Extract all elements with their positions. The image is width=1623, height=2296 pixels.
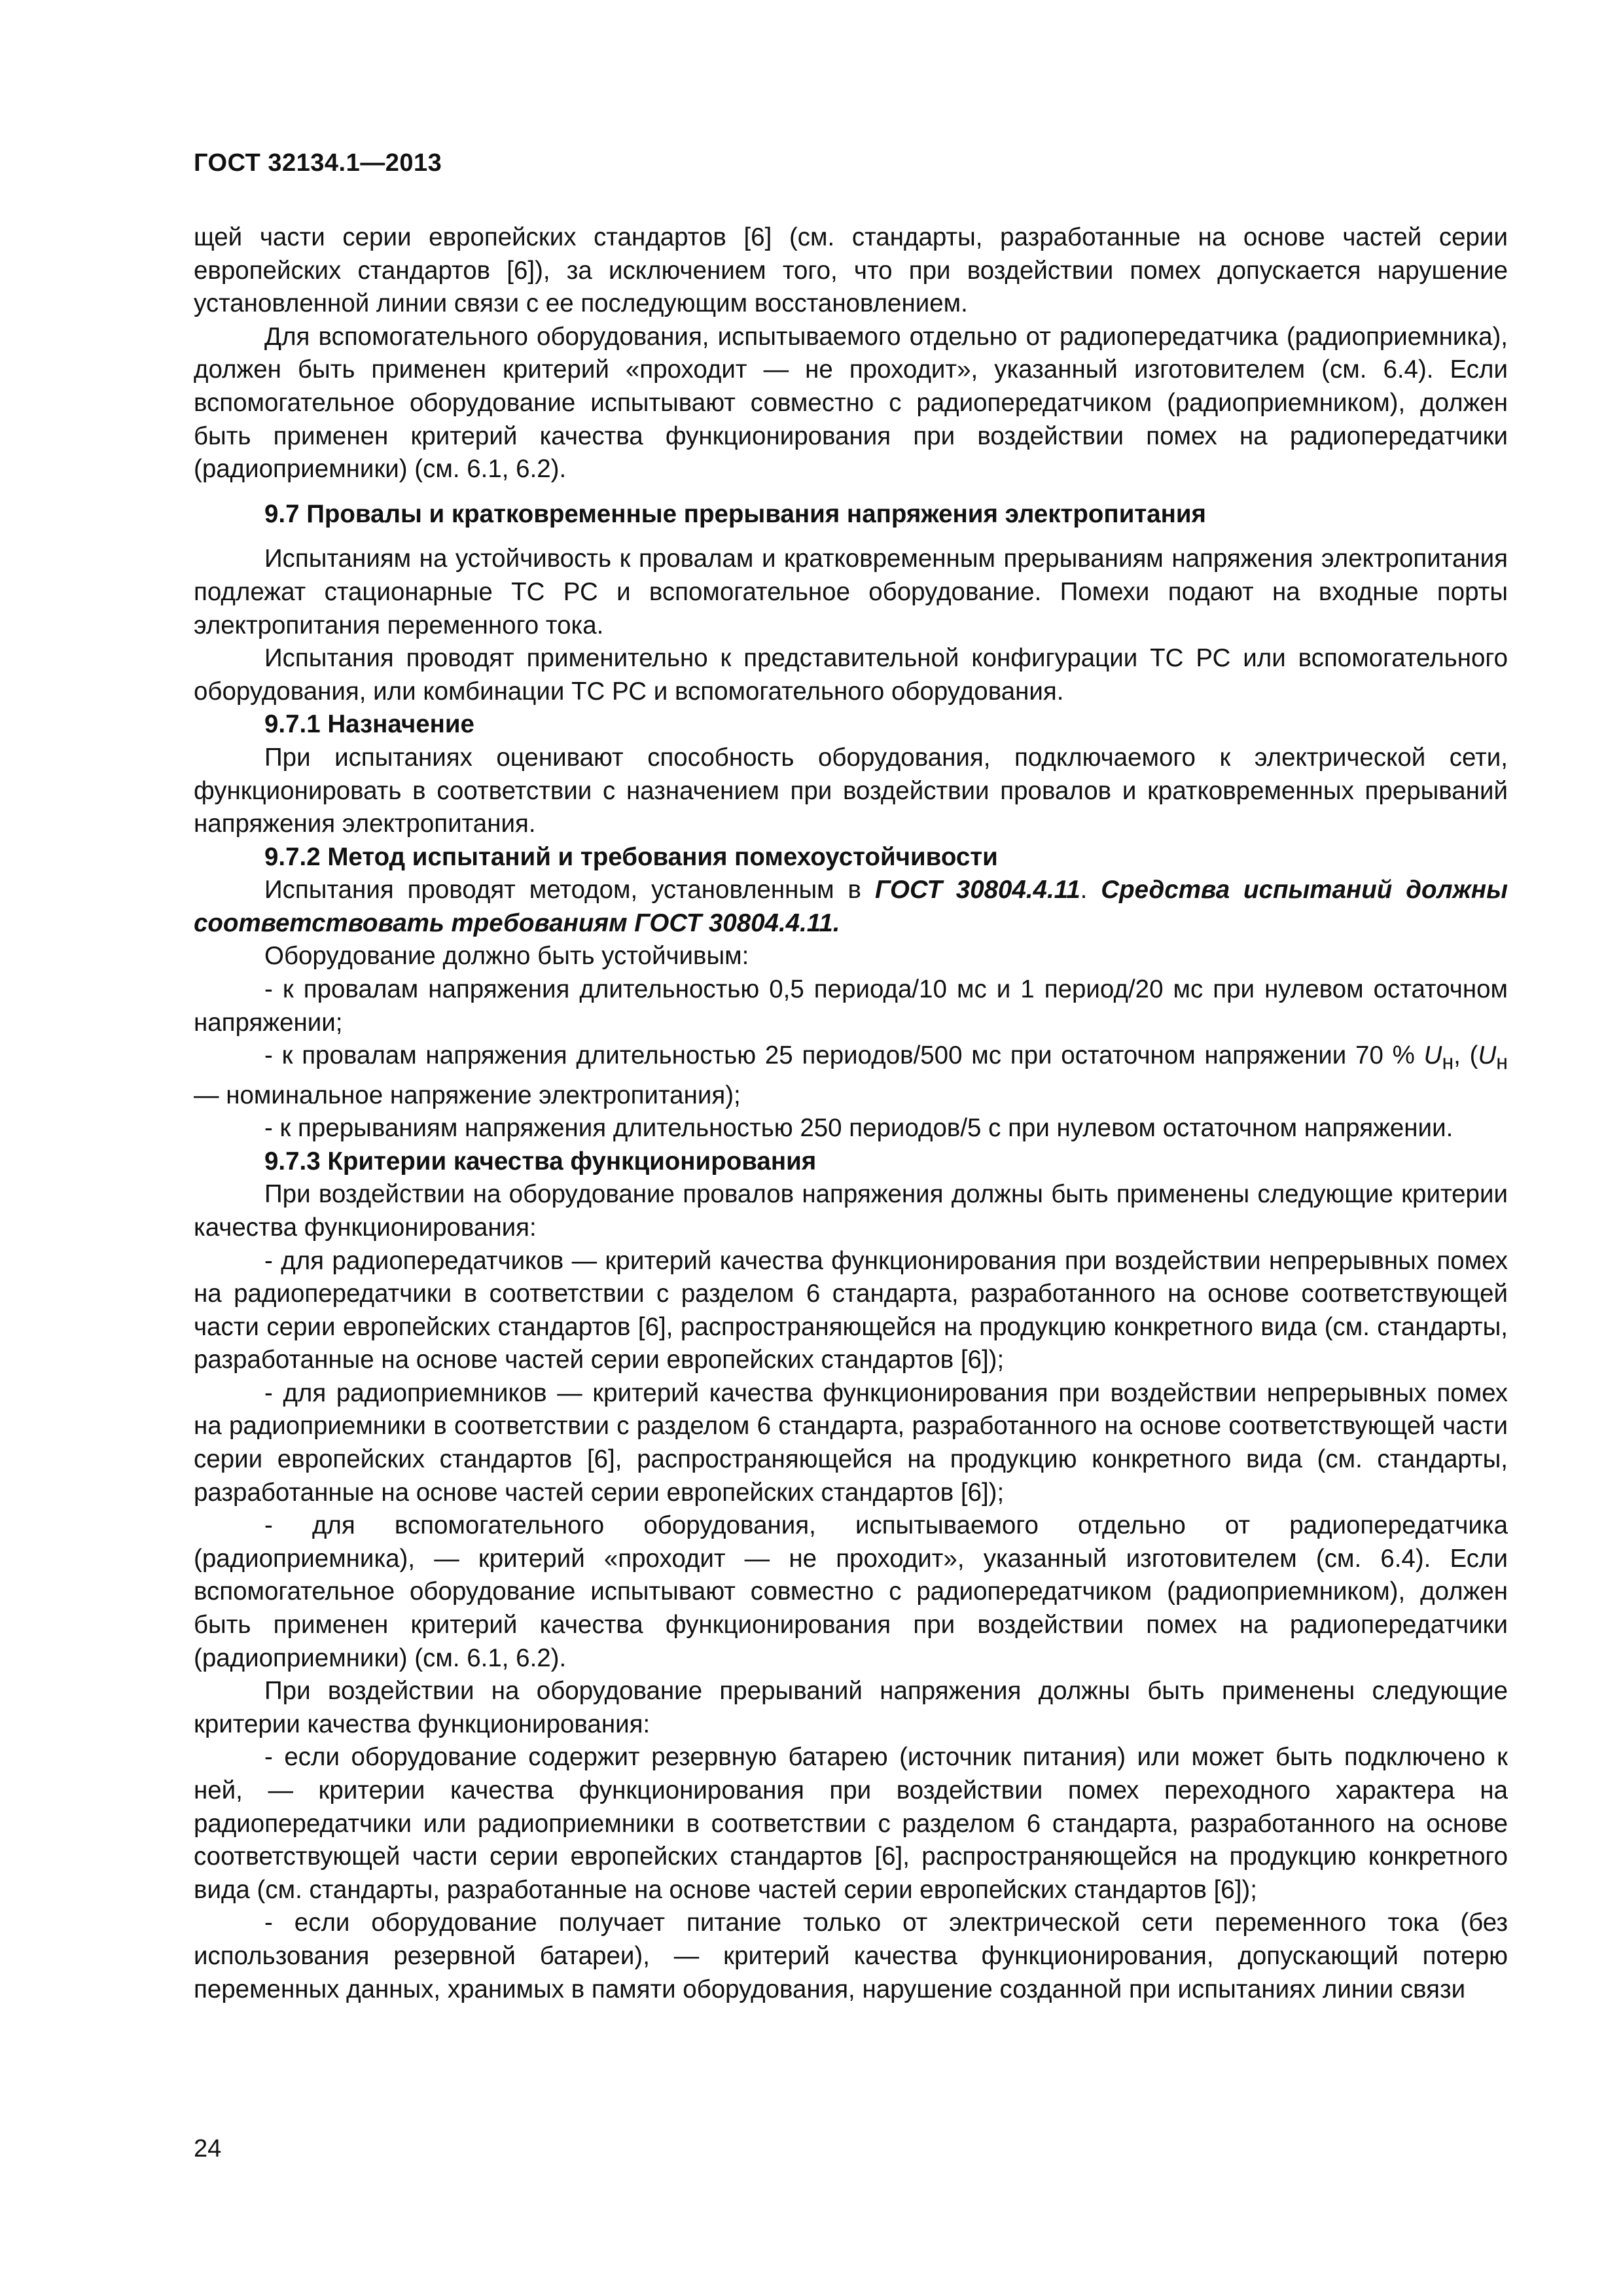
paragraph-9-7-2-method — [194, 874, 1508, 940]
paragraph-9-7-1: При испытаниях оценивают способность оборудования, подключаемого к электрической сети, функционировать в соответствии с назначением при воздействии провалов и кратковременных прерываний напряжения электропитания. — [194, 743, 1508, 838]
list-item-dips-zero: - к провалам напряжения длительностью 0,5 периода/10 мс и 1 период/20 мс при нулевом остаточном напряжении; — [194, 975, 1508, 1037]
list-item-transmitters: - для радиопередатчиков — критерий качества функционирования при воздействии непрерывных помех на радиопередатчики в соответствии с разделом 6 стандарта, разработанного на основе соответствующей части серии европейских стандартов [6], распространяющейся на продукцию конкретного вида (см. стандарты, разработанные на основе частей серии европейских стандартов [6]); — [194, 1246, 1508, 1374]
u-subscript: н — [1442, 1050, 1454, 1074]
list-item-receivers: - для радиоприемников — критерий качества функционирования при воздействии непрерывных помех на радиоприемники в соответствии с разделом 6 стандарта, разработанного на основе соответствующей части серии европейских стандартов [6], распространяющейся на продукцию конкретного вида (см. стандарты, разработанные на основе частей серии европейских стандартов [6]); — [194, 1378, 1508, 1507]
list-item-aux-equipment: - для вспомогательного оборудования, испытываемого отдельно от радиопередатчика (радиоприемника), — критерий «проходит — не проходит», указанный изготовителем (см. 6.4). Если вспомогательное оборудование испытывают совместно с радиопередатчиком (радиоприемником), должен быть применен критерий качества функционирования при воздействии помех на радиопередатчики (радиоприемники) (см. 6.1, 6.2). — [194, 1511, 1508, 1672]
u-definition-text: — номинальное напряжение электропитания); — [194, 1081, 741, 1109]
list-item-ac-only: - если оборудование получает питание только от электрической сети переменного тока (без использования резервной батареи), — критерий качества функционирования, допускающий потерю переменных данных, хранимых в памяти оборудования, нарушение созданной при испытаниях линии связи — [194, 1909, 1508, 2003]
list-item-interruptions: - к прерываниям напряжения длительностью 250 периодов/5 с при нулевом остаточном напряжении. — [264, 1114, 1454, 1143]
test-equipment-requirement: Средства испытаний должны соответствовать требованиям ГОСТ 30804.4.11. — [194, 876, 1508, 937]
section-9-7-heading: 9.7 Провалы и кратковременные прерывания напряжения электропитания — [264, 499, 1207, 528]
list-item-backup-battery: - если оборудование содержит резервную батарею (источник питания) или может быть подключено к ней, — критерии качества функционирования при воздействии помех переходного характера на радиопередатчики или радиоприемники в соответствии с разделом 6 стандарта, разработанного на основе соответствующей части серии европейских стандартов [6], распространяющейся на продукцию конкретного вида (см. стандарты, разработанные на основе частей серии европейских стандартов [6]); — [194, 1743, 1508, 1904]
method-text: Испытания проводят методом, установленным в — [264, 876, 875, 905]
continued-paragraph: щей части серии европейских стандартов [6] (см. стандарты, разработанные на основе частей серии европейских стандартов [6]), за исключением того, что при воздействии помех допускается нарушение установленной линии связи с ее последующим восстановлением. — [194, 223, 1508, 318]
paragraph-aux-equipment: Для вспомогательного оборудования, испытываемого отдельно от радиопередатчика (радиоприемника), должен быть применен критерий «проходит — не проходит», указанный изготовителем (см. 6.4). Если вспомогательное оборудование испытывают совместно с радиопередатчиком (радиоприемником), должен быть применен критерий качества функционирования при воздействии помех на радиопередатчики (радиоприемники) (см. 6.1, 6.2). — [194, 322, 1508, 484]
paragraph-9-7-configuration: Испытания проводят применительно к представительной конфигурации ТС РС или вспомогательного оборудования, или комбинации ТС РС и вспомогательного оборудования. — [194, 644, 1508, 706]
dips-70-text: - к провалам напряжения длительностью 25 периодов/500 мс при остаточном напряжении 70 % — [264, 1041, 1424, 1070]
subsection-9-7-3-heading: 9.7.3 Критерии качества функционирования — [264, 1147, 817, 1175]
standard-reference: ГОСТ 30804.4.11 — [874, 876, 1080, 905]
u-symbol: U — [1423, 1041, 1442, 1070]
subsection-9-7-1-heading: 9.7.1 Назначение — [264, 710, 474, 739]
paragraph-9-7-3-interruptions-intro: При воздействии на оборудование прерываний напряжения должны быть применены следующие критерии качества функционирования: — [194, 1677, 1508, 1738]
subsection-9-7-2-heading: 9.7.2 Метод испытаний и требования помехоустойчивости — [264, 842, 998, 871]
list-item-dips-70 — [194, 1039, 1508, 1112]
u-subscript-definition: н — [1496, 1050, 1508, 1074]
paragraph-9-7-2-intro: Оборудование должно быть устойчивым: — [264, 942, 749, 971]
dips-70-separator: , ( — [1454, 1041, 1478, 1070]
method-separator: . — [1080, 876, 1101, 905]
page-body — [194, 221, 1508, 2006]
u-symbol-definition: U — [1478, 1041, 1497, 1070]
paragraph-9-7-scope: Испытаниям на устойчивость к провалам и кратковременным прерываниям напряжения электропитания подлежат стационарные ТС РС и вспомогательное оборудование. Помехи подают на входные порты электропитания переменного тока. — [194, 545, 1508, 639]
paragraph-9-7-3-dips-intro: При воздействии на оборудование провалов напряжения должны быть применены следующие критерии качества функционирования: — [194, 1180, 1508, 1242]
page-number: 24 — [194, 2135, 222, 2162]
document-code-header: ГОСТ 32134.1—2013 — [194, 149, 442, 177]
